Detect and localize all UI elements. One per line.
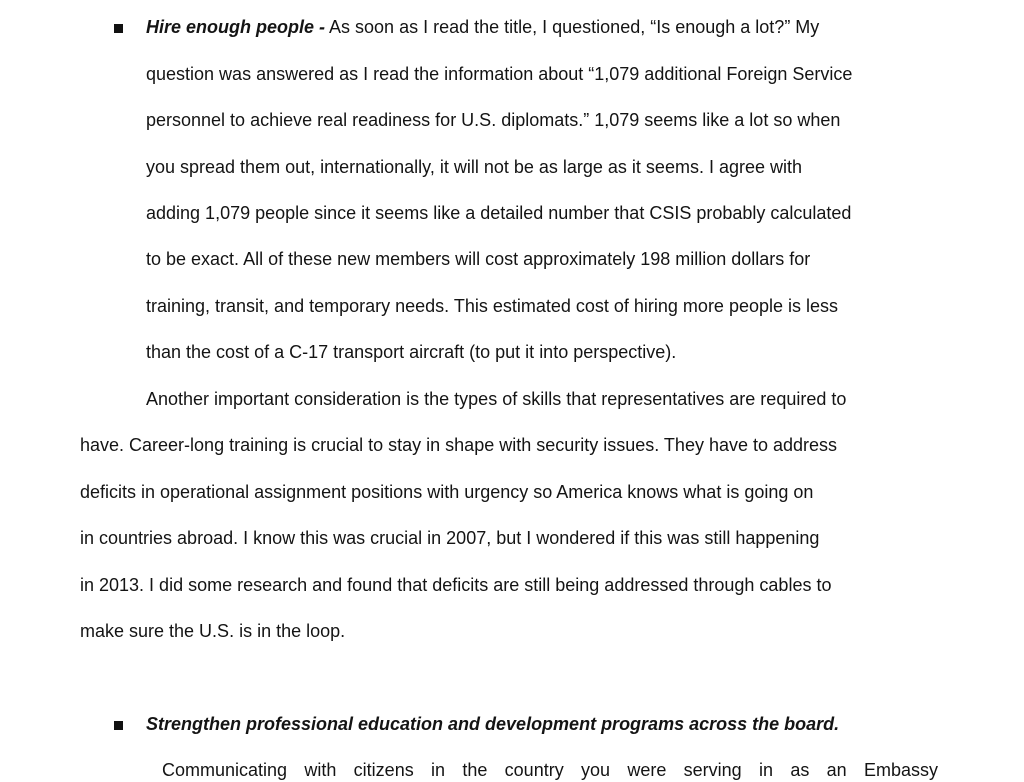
bullet1-line: than the cost of a C-17 transport aircraft (to put it into perspective). bbox=[146, 342, 677, 362]
paragraph-line: make sure the U.S. is in the loop. bbox=[80, 621, 346, 641]
paragraph-line: deficits in operational assignment positions with urgency so America knows what is going on bbox=[80, 482, 814, 502]
bullet1-line: to be exact. All of these new members will cost approximately 198 million dollars for bbox=[146, 249, 811, 269]
bullet1-heading: Hire enough people - bbox=[146, 17, 326, 37]
bullet1-line: adding 1,079 people since it seems like a detailed number that CSIS probably calculated bbox=[146, 203, 852, 223]
paragraph-line: Another important consideration is the types of skills that representatives are required to bbox=[146, 389, 847, 409]
bullet1-line: training, transit, and temporary needs. This estimated cost of hiring more people is less bbox=[146, 296, 839, 316]
bullet-marker bbox=[114, 24, 123, 33]
bullet1-first-line-text: As soon as I read the title, I questioned, “Is enough a lot?” My bbox=[325, 17, 820, 37]
bullet-marker bbox=[114, 721, 123, 730]
paragraph-line: in 2013. I did some research and found that deficits are still being addressed through cables to bbox=[80, 575, 832, 595]
bullet1-first-line bbox=[146, 15, 819, 39]
paragraph-line: have. Career-long training is crucial to stay in shape with security issues. They have to address bbox=[80, 435, 838, 455]
bullet2-heading: Strengthen professional education and development programs across the board. bbox=[146, 714, 840, 734]
bullet1-line: question was answered as I read the information about “1,079 additional Foreign Service bbox=[146, 64, 853, 84]
paragraph-line: in countries abroad. I know this was crucial in 2007, but I wondered if this was still happening bbox=[80, 528, 820, 548]
bullet1-line: you spread them out, internationally, it will not be as large as it seems. I agree with bbox=[146, 157, 802, 177]
bullet2-partial-line: Communicating with citizens in the country you were serving in as an Embassy bbox=[162, 760, 938, 780]
bullet1-line: personnel to achieve real readiness for U.S. diplomats.” 1,079 seems like a lot so when bbox=[146, 110, 841, 130]
